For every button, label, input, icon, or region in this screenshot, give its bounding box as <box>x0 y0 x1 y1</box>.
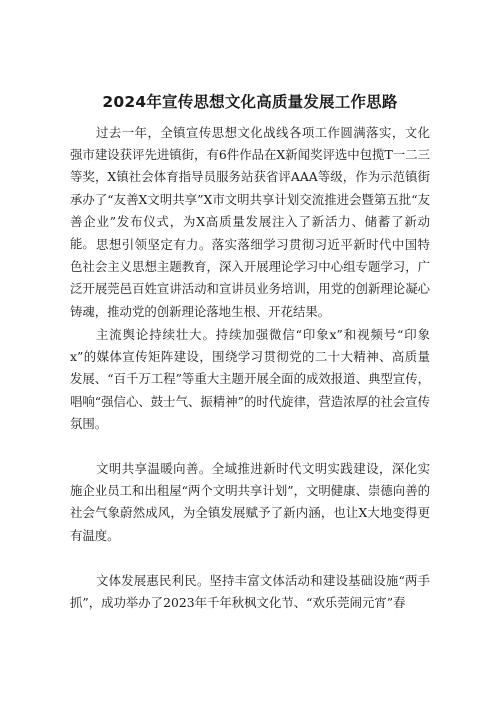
paragraph-mainstream-media: 主流舆论持续壮大。持续加强微信“印象x”和视频号“印象x”的媒体宣传矩阵建设，围绕学习贯彻党的二十大精神、高质量发展、“百千万工程”等重大主题开展全面的成效报道、典型宣传，唱响“强信心、鼓士气、振精神”的时代旋律，营造浓厚的社会宣传氛围。 <box>70 327 430 431</box>
paragraph-summary: 过去一年，全镇宣传思想文化战线各项工作圆满落实，文化强市建设获评先进镇街，有6件作品在X新闻奖评选中包揽T一二三等奖，X镇社会体育指导员服务站获省评AAA等级，作为示范镇街承办了“友善X文明共享”X市文明共享计划交流推进会暨第五批“友善企业”发布仪式，为X高质量发展注入了新活力、储蓄了新动能。 <box>70 125 430 252</box>
document-page <box>70 0 430 707</box>
paragraph-civilization-sharing: 文明共享温暖向善。全域推进新时代文明实践建设，深化实施企业员工和出租屋“两个文明共享计划”，文明健康、崇德向善的社会气象蔚然成风，为全镇发展赋予了新内涵，也让X大地变得更有温度。 <box>70 461 430 543</box>
paragraph-ideological-guidance: 思想引领坚定有力。落实落细学习贯彻习近平新时代中国特色社会主义思想主题教育，深入开展理论学习中心组专题学习，广泛开展莞邑百姓宣讲活动和宣讲员业务培训，用党的创新理论凝心铸魂，推动党的创新理论落地生根、开花结果。 <box>70 237 430 319</box>
paragraph-culture-sports: 文体发展惠民利民。坚持丰富文体活动和建设基础设施“两手抓”，成功举办了2023年千年秋枫文化节、“欢乐莞闹元宵”春 <box>70 573 430 611</box>
document-title: 2024年宣传思想文化高质量发展工作思路 <box>102 93 398 111</box>
